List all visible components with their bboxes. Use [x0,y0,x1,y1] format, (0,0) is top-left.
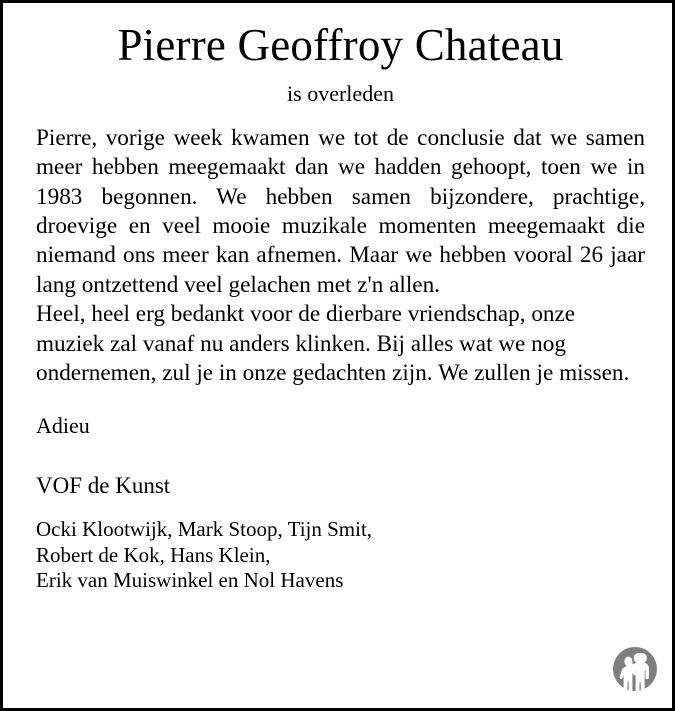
memorial-message [36,106,645,389]
signatory-line: Ocki Klootwijk, Mark Stoop, Tijn Smit, [36,517,373,542]
message-paragraph-2: Heel, heel erg bedankt voor de dierbare vriendschap, onze muziek zal vanaf nu anders klinken. Bij alles wat we nog ondernemen, zul je in onze gedachten zijn. We zullen je missen. [36,301,630,387]
signatory-line: Erik van Muiswinkel en Nol Havens [36,568,344,593]
two-embracing-figures-icon [609,644,661,700]
farewell-text: Adieu [36,413,90,439]
page-title: Pierre Geoffroy Chateau [117,20,564,70]
message-paragraph-1: Pierre, vorige week kwamen we tot de conclusie dat we samen meer hebben meegemaakt dan we hadden gehoopt, toen we in 1983 begonnen. We hebben samen bijzondere, prachtige, droevige en veel mooie muzikale momenten meegemaakt die niemand ons meer kan afnemen. Maar we hebben vooral 26 jaar lang ontzettend veel gelachen met z'n allen. [36,124,645,298]
signatory-list [36,500,645,594]
status-line: is overleden [287,80,394,106]
signatory-line: Robert de Kok, Hans Klein, [36,542,271,567]
obituary-content [3,3,675,711]
signing-group-name: VOF de Kunst [36,473,171,499]
